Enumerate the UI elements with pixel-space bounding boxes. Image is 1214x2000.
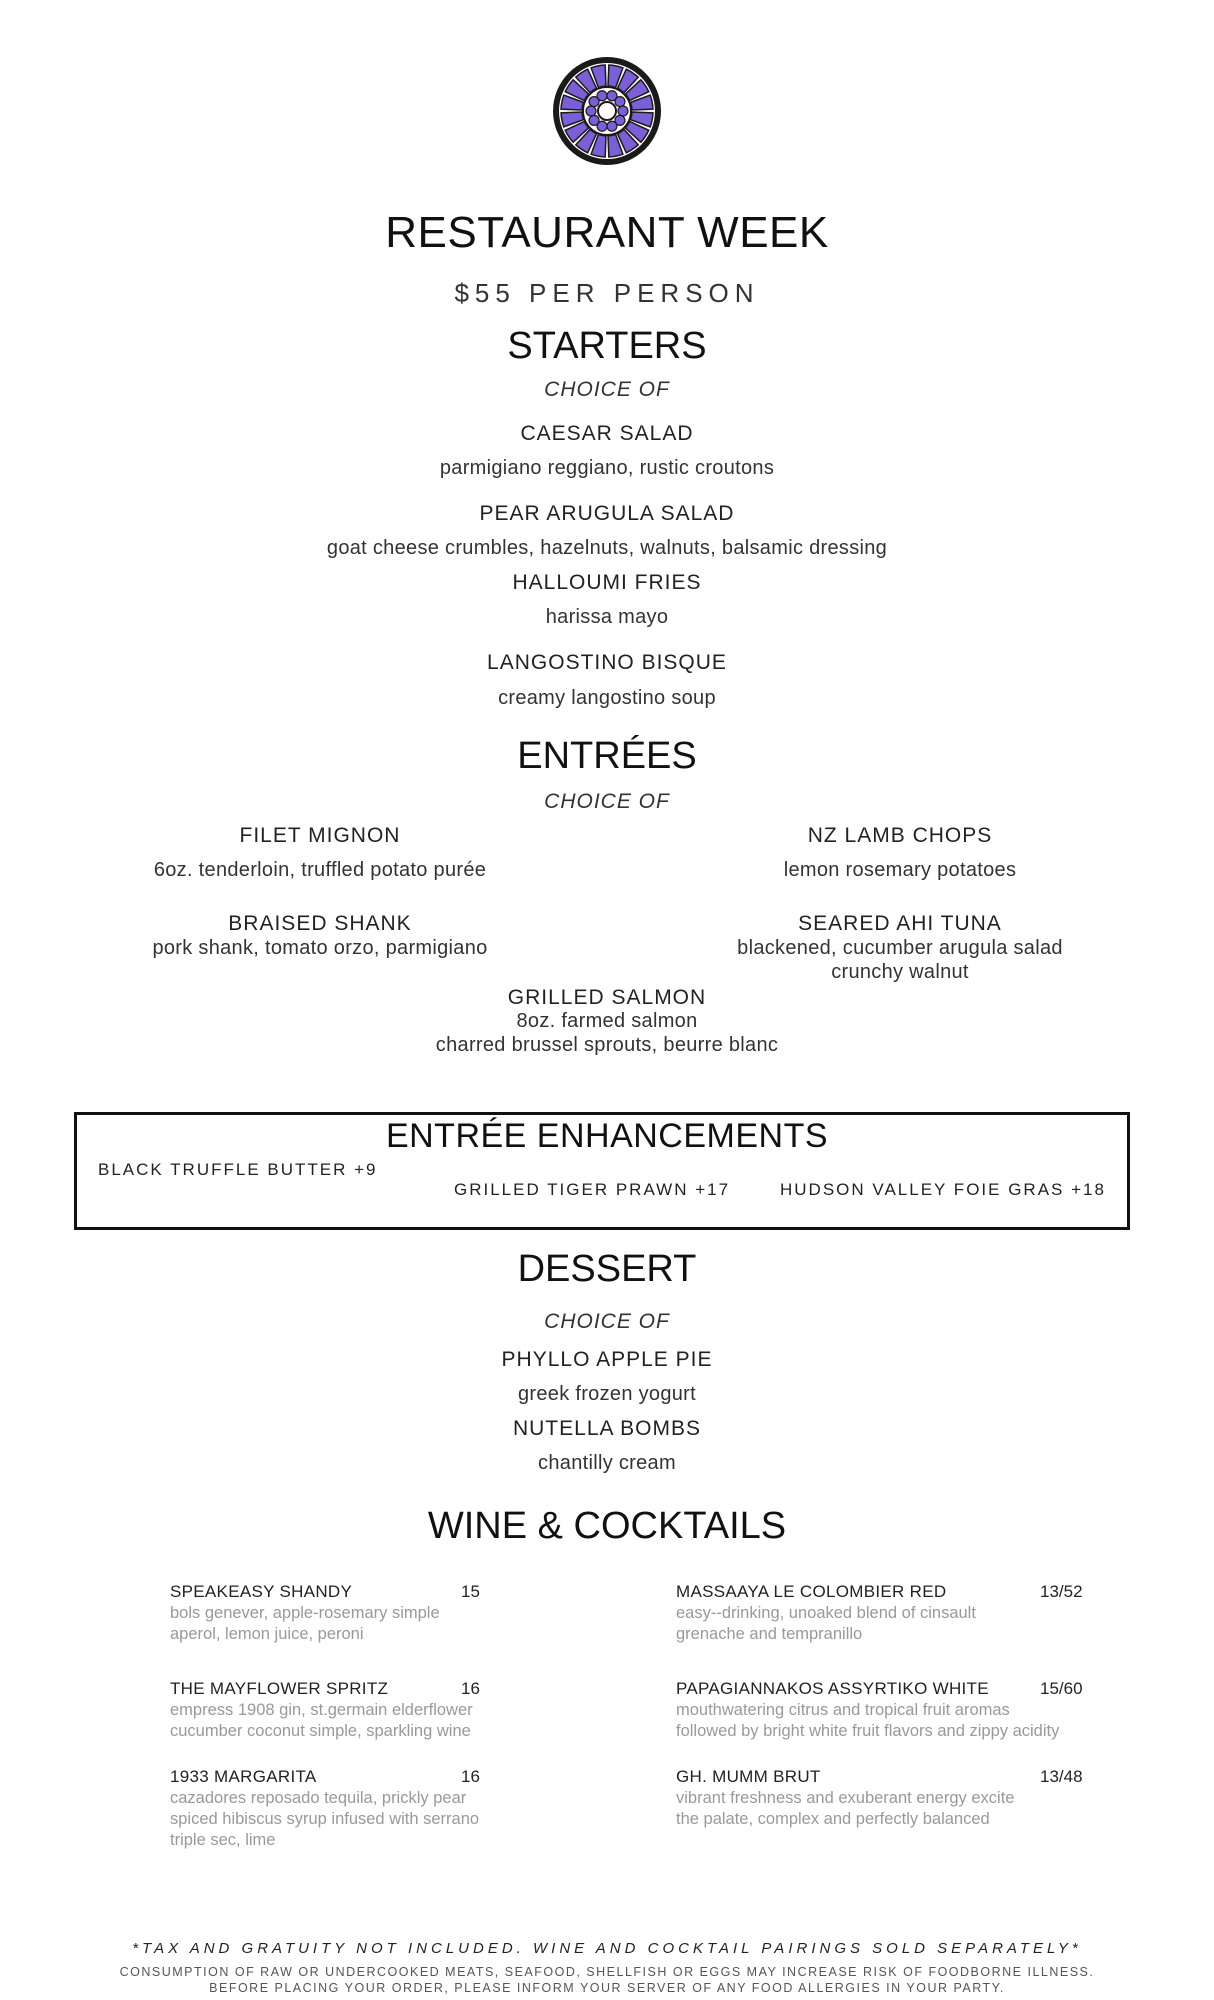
menu-item-desc: goat cheese crumbles, hazelnuts, walnuts, balsamic dressing xyxy=(326,537,888,559)
section-title-dessert: DESSERT xyxy=(517,1248,697,1290)
wine-desc: vibrant freshness and exuberant energy excite xyxy=(676,1789,1015,1807)
section-title-enhancements: ENTRÉE ENHANCEMENTS xyxy=(385,1117,829,1155)
cocktail-desc: cazadores reposado tequila, prickly pear xyxy=(170,1789,467,1807)
menu-item-desc: 8oz. farmed salmon xyxy=(516,1010,698,1032)
page-title: RESTAURANT WEEK xyxy=(385,208,829,257)
section-title-wine-cocktails: WINE & COCKTAILS xyxy=(427,1505,787,1547)
wine-desc: easy--drinking, unoaked blend of cinsault xyxy=(676,1604,976,1622)
menu-item-desc: chantilly cream xyxy=(538,1452,676,1474)
wine-desc: mouthwatering citrus and tropical fruit aromas xyxy=(676,1701,1010,1719)
menu-item-desc: crunchy walnut xyxy=(831,961,969,983)
menu-item-name: NUTELLA BOMBS xyxy=(512,1417,702,1440)
wine-price: 15/60 xyxy=(1040,1679,1083,1698)
wine-desc: the palate, complex and perfectly balanced xyxy=(676,1810,990,1828)
logo-inner-petal xyxy=(589,115,599,125)
menu-item-desc: pork shank, tomato orzo, parmigiano xyxy=(152,937,488,959)
menu-item-desc: 6oz. tenderloin, truffled potato purée xyxy=(153,859,487,881)
cocktail-price: 15 xyxy=(461,1582,480,1601)
cocktail-desc: cucumber coconut simple, sparkling wine xyxy=(170,1722,471,1740)
cocktail-desc: empress 1908 gin, st.germain elderflower xyxy=(170,1701,473,1719)
menu-item-name: FILET MIGNON xyxy=(239,824,401,847)
menu-item-name: GRILLED SALMON xyxy=(507,986,707,1009)
cocktail-name: SPEAKEASY SHANDY xyxy=(170,1582,353,1601)
menu-item-desc: creamy langostino soup xyxy=(498,687,716,709)
wine-price: 13/48 xyxy=(1040,1767,1083,1786)
enhancement-item: HUDSON VALLEY FOIE GRAS +18 xyxy=(780,1180,1106,1199)
wine-price: 13/52 xyxy=(1040,1582,1083,1601)
cocktail-desc: bols genever, apple-rosemary simple xyxy=(170,1604,440,1622)
wine-name: GH. MUMM BRUT xyxy=(676,1767,821,1786)
menu-item-desc: blackened, cucumber arugula salad xyxy=(737,937,1063,959)
menu-item-desc: parmigiano reggiano, rustic croutons xyxy=(439,457,775,479)
menu-item-desc: harissa mayo xyxy=(545,606,669,628)
mandala-logo-icon xyxy=(551,55,663,167)
logo-inner-petal xyxy=(618,106,628,116)
wine-name: PAPAGIANNAKOS ASSYRTIKO WHITE xyxy=(676,1679,989,1698)
footer-warning: CONSUMPTION OF RAW OR UNDERCOOKED MEATS, SEAFOOD, SHELLFISH OR EGGS MAY INCREASE RISK OF FOODBORNE ILLNESS. xyxy=(119,1965,1095,1979)
cocktail-desc: triple sec, lime xyxy=(170,1831,276,1849)
section-title-starters: STARTERS xyxy=(507,325,707,367)
menu-item-name: BRAISED SHANK xyxy=(228,912,412,935)
cocktail-name: THE MAYFLOWER SPRITZ xyxy=(170,1679,389,1698)
menu-item-name: NZ LAMB CHOPS xyxy=(807,824,993,847)
menu-item-desc: charred brussel sprouts, beurre blanc xyxy=(435,1034,779,1056)
menu-item-desc: lemon rosemary potatoes xyxy=(783,859,1017,881)
starters-choice-label: CHOICE OF xyxy=(544,378,670,401)
entrees-choice-label: CHOICE OF xyxy=(544,790,670,813)
logo-inner-petal xyxy=(597,91,607,101)
price-per-person: $55 PER PERSON xyxy=(454,278,760,308)
menu-item-desc: greek frozen yogurt xyxy=(517,1383,696,1405)
menu-item-name: LANGOSTINO BISQUE xyxy=(487,651,727,674)
menu-item-name: PEAR ARUGULA SALAD xyxy=(479,502,735,525)
cocktail-name: 1933 MARGARITA xyxy=(170,1767,317,1786)
menu-item-name: CAESAR SALAD xyxy=(520,422,694,445)
wine-name: MASSAAYA LE COLOMBIER RED xyxy=(676,1582,947,1601)
logo-inner-petal xyxy=(615,97,625,107)
enhancement-item: BLACK TRUFFLE BUTTER +9 xyxy=(98,1160,378,1179)
logo-inner-petal xyxy=(607,121,617,131)
menu-item-name: PHYLLO APPLE PIE xyxy=(501,1348,713,1371)
menu-item-name: HALLOUMI FRIES xyxy=(512,571,702,594)
cocktail-price: 16 xyxy=(461,1767,480,1786)
footer-warning: BEFORE PLACING YOUR ORDER, PLEASE INFORM YOUR SERVER OF ANY FOOD ALLERGIES IN YOUR PARTY. xyxy=(209,1981,1005,1995)
wine-desc: followed by bright white fruit flavors and zippy acidity xyxy=(676,1722,1060,1740)
menu-item-name: SEARED AHI TUNA xyxy=(798,912,1002,935)
cocktail-desc: spiced hibiscus syrup infused with serrano xyxy=(170,1810,480,1828)
section-title-entrees: ENTRÉES xyxy=(517,735,697,777)
logo-inner-petal xyxy=(586,106,596,116)
footer-note: *TAX AND GRATUITY NOT INCLUDED. WINE AND COCKTAIL PAIRINGS SOLD SEPARATELY* xyxy=(132,1940,1082,1957)
cocktail-price: 16 xyxy=(461,1679,480,1698)
wine-desc: grenache and tempranillo xyxy=(676,1625,863,1643)
enhancement-item: GRILLED TIGER PRAWN +17 xyxy=(454,1180,731,1199)
cocktail-desc: aperol, lemon juice, peroni xyxy=(170,1625,364,1643)
dessert-choice-label: CHOICE OF xyxy=(544,1310,670,1333)
